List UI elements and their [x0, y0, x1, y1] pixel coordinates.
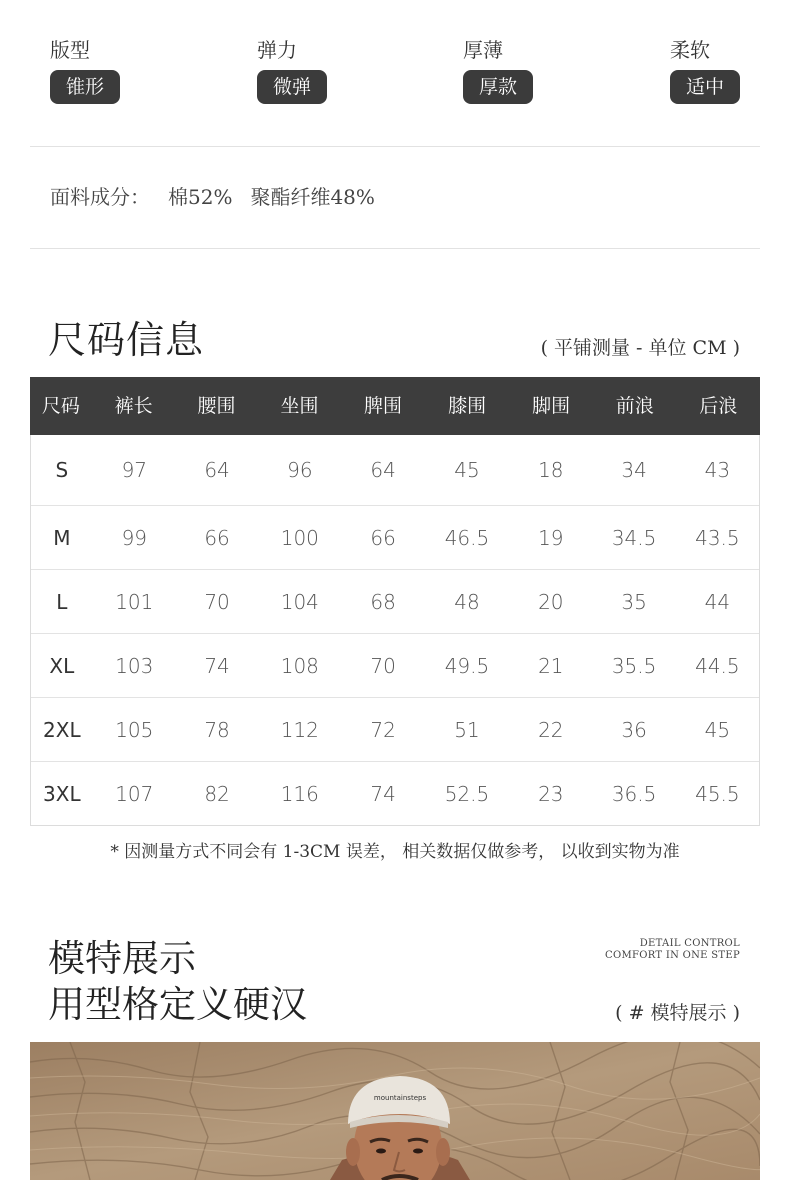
fabric-cotton: 棉52%: [168, 185, 233, 209]
header-hip: 坐围: [280, 395, 319, 417]
size-label-cell: 3XL: [43, 781, 81, 806]
table-cell-back-rise: 44.5: [695, 653, 740, 678]
table-cell-back-rise: 45: [704, 717, 731, 742]
table-row: [31, 697, 759, 761]
cap-logo-text: mountainsteps: [373, 1094, 427, 1102]
attribute-label: 版型: [50, 38, 90, 62]
table-cell-length: 97: [121, 458, 148, 482]
table-cell-length: 103: [115, 653, 154, 678]
attribute-softness: [670, 36, 740, 104]
header-front-rise: 前浪: [615, 395, 654, 417]
model-section-title: [48, 936, 307, 1028]
table-cell-thigh: 70: [370, 653, 396, 678]
attribute-thickness: [463, 36, 533, 104]
size-label-cell: M: [53, 525, 71, 550]
fabric-polyester: 聚酯纤维48%: [250, 185, 375, 209]
fabric-composition: [50, 182, 393, 212]
table-cell-knee: 51: [454, 717, 480, 742]
table-cell-length: 105: [115, 717, 154, 742]
table-cell-front-rise: 34: [621, 458, 647, 482]
table-row: [31, 633, 759, 697]
product-attributes: [50, 36, 750, 116]
table-row: [31, 505, 759, 569]
size-label-cell: S: [55, 458, 69, 482]
table-cell-back-rise: 44: [704, 589, 731, 614]
table-cell-knee: 45: [454, 458, 480, 482]
divider: [30, 146, 760, 147]
table-cell-hem: 23: [538, 781, 564, 806]
attribute-stretch: [257, 36, 327, 104]
table-cell-hip: 96: [287, 458, 313, 482]
table-cell-back-rise: 43: [704, 458, 731, 482]
table-cell-front-rise: 35.5: [611, 653, 657, 678]
table-cell-knee: 46.5: [444, 525, 490, 550]
table-cell-front-rise: 35: [621, 589, 647, 614]
attribute-chip: 适中: [670, 70, 740, 104]
table-cell-thigh: 74: [370, 781, 396, 806]
table-cell-hip: 116: [280, 781, 319, 806]
table-cell-waist: 82: [204, 781, 230, 806]
model-photo-illustration: [30, 1042, 760, 1180]
table-cell-back-rise: 45.5: [695, 781, 740, 806]
detail-line2: COMFORT IN ONE STEP: [605, 950, 740, 961]
table-cell-hip: 104: [280, 589, 319, 614]
model-title-line2: 用型格定义硬汉: [48, 983, 307, 1026]
attribute-label: 柔软: [670, 38, 710, 62]
table-row: [31, 569, 759, 633]
table-cell-knee: 49.5: [444, 653, 490, 678]
size-label-cell: L: [56, 589, 68, 614]
table-row: [31, 435, 759, 505]
fabric-label: 面料成分：: [50, 185, 150, 209]
size-measure-note: ( 平铺测量 - 单位 CM ): [540, 337, 740, 359]
table-cell-thigh: 64: [370, 458, 396, 482]
table-cell-knee: 52.5: [444, 781, 490, 806]
header-hem: 脚围: [532, 395, 571, 417]
table-cell-thigh: 72: [370, 717, 396, 742]
detail-line1: DETAIL CONTROL: [639, 938, 740, 949]
header-size: 尺码: [41, 395, 80, 417]
table-cell-hem: 18: [538, 458, 564, 482]
size-table: [30, 377, 760, 826]
table-cell-front-rise: 36.5: [611, 781, 657, 806]
table-cell-hip: 108: [280, 653, 319, 678]
detail-caption: [605, 938, 740, 962]
attribute-label: 厚薄: [463, 38, 503, 62]
table-cell-waist: 66: [204, 525, 230, 550]
model-photo: [30, 1042, 760, 1180]
header-knee: 膝围: [448, 395, 487, 417]
size-table-header: [30, 377, 760, 435]
header-length: 裤长: [114, 395, 153, 417]
table-cell-waist: 70: [204, 589, 230, 614]
table-cell-thigh: 66: [370, 525, 396, 550]
table-cell-hem: 20: [538, 589, 564, 614]
divider: [30, 248, 760, 249]
table-cell-hip: 112: [280, 717, 319, 742]
table-cell-thigh: 68: [370, 589, 396, 614]
size-table-body: [30, 435, 760, 826]
size-label-cell: XL: [49, 653, 75, 678]
table-cell-front-rise: 34.5: [611, 525, 657, 550]
size-disclaimer: * 因测量方式不同会有 1-3CM 误差， 相关数据仅做参考， 以收到实物为准: [110, 842, 680, 862]
attribute-chip: 厚款: [463, 70, 533, 104]
table-cell-hem: 22: [538, 717, 564, 742]
table-cell-length: 101: [115, 589, 154, 614]
table-cell-waist: 78: [204, 717, 230, 742]
attribute-chip: 微弹: [257, 70, 327, 104]
table-cell-hem: 21: [538, 653, 564, 678]
table-cell-length: 99: [121, 525, 148, 550]
table-cell-hip: 100: [280, 525, 319, 550]
table-cell-front-rise: 36: [621, 717, 647, 742]
table-cell-waist: 74: [204, 653, 230, 678]
attribute-fit: [50, 36, 120, 104]
header-thigh: 脾围: [364, 395, 403, 417]
table-cell-length: 107: [115, 781, 154, 806]
table-cell-back-rise: 43.5: [695, 525, 740, 550]
table-cell-waist: 64: [204, 458, 230, 482]
size-section-title: 尺码信息: [48, 318, 205, 362]
table-row: [31, 761, 759, 825]
size-label-cell: 2XL: [43, 717, 81, 742]
model-title-line1: 模特展示: [48, 937, 196, 980]
header-waist: 腰围: [197, 395, 236, 417]
table-cell-hem: 19: [538, 525, 564, 550]
attribute-chip: 锥形: [50, 70, 120, 104]
model-section-tag: ( # 模特展示 ): [615, 1002, 740, 1024]
attribute-label: 弹力: [257, 38, 297, 62]
header-back-rise: 后浪: [699, 395, 738, 417]
table-cell-knee: 48: [454, 589, 480, 614]
